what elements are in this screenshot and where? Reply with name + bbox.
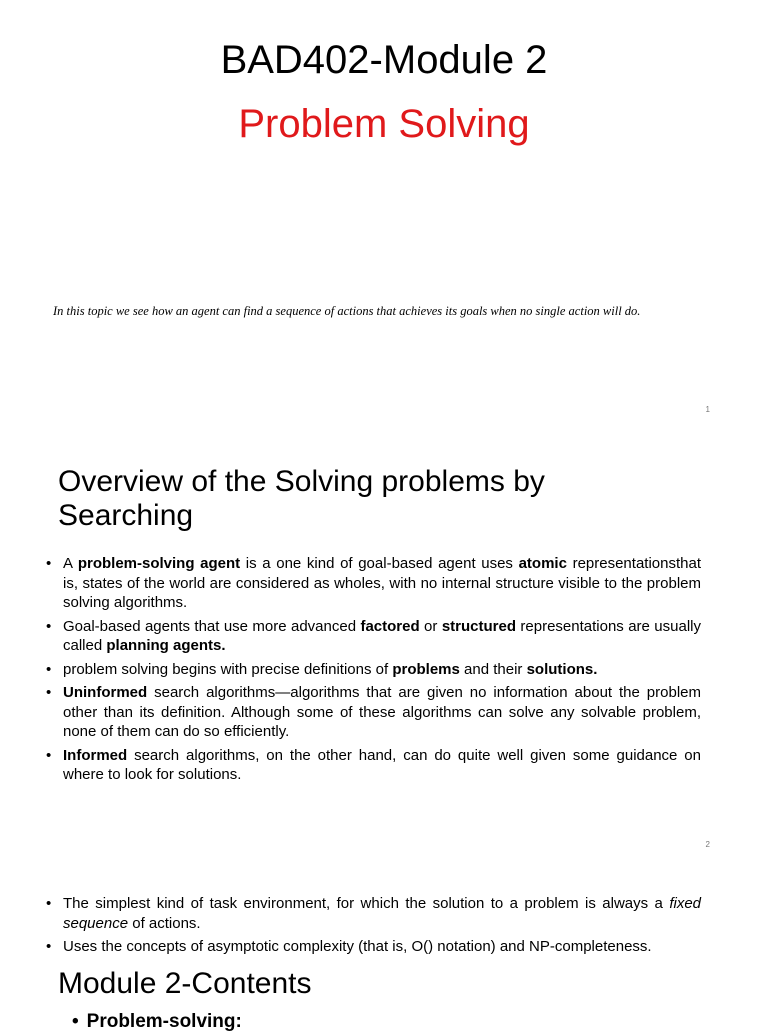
slide-title: BAD402-Module 2 <box>220 38 548 82</box>
heading-line-1: Overview of the Solving problems by <box>58 465 545 498</box>
bullet-text-run: problems <box>392 660 460 678</box>
bullet-text-run: problem-solving agent <box>77 555 241 572</box>
bullet-text-run: Goal-based agents that use more advanced <box>63 617 361 635</box>
bullet-text-run: is a one kind of goal-based agent uses <box>240 555 519 572</box>
bullet-text-run: problem solving begins with precise definitions of <box>63 660 393 678</box>
bullet-text-run: representations are usually called <box>63 617 701 654</box>
page-number: 1 <box>705 405 710 414</box>
bullet-text-run: factored <box>360 617 420 635</box>
bullet-text-run: search algorithms, on the other hand, can do quite well given some guidance on where to look for solutions. <box>63 746 701 783</box>
bullet-item <box>46 937 701 957</box>
bullet-item <box>46 554 701 613</box>
bullet-text-run: The simplest kind of task environment, for which the solution to a problem is always a <box>63 895 670 912</box>
bullet-text-run: search algorithms—algorithms that are given no information about the problem other than its definition. Although some of these algorithms can solve any solvable problem, none of them can do so efficiently. <box>63 684 701 740</box>
bullet-item <box>46 746 701 785</box>
contents-item <box>72 1010 242 1034</box>
contents-item-label: Problem-solving: <box>86 1011 242 1032</box>
bullet-text-run: atomic <box>518 555 567 572</box>
bullet-item <box>46 617 701 656</box>
bullet-list <box>46 894 701 961</box>
section-heading <box>58 466 698 532</box>
slide-subtitle: Problem Solving <box>238 102 530 146</box>
slide-2 <box>0 430 768 860</box>
heading-line-2: Searching <box>58 499 194 532</box>
bullet-text-run: or <box>419 617 442 635</box>
bullet-text-run: Informed <box>63 746 128 764</box>
bullet-dot: • <box>72 1011 79 1032</box>
bullet-text-run: planning agents. <box>106 637 226 654</box>
slide-3 <box>0 860 768 1032</box>
bullet-text-run: fixed sequence <box>63 895 701 932</box>
bullet-text-run: representationsthat is, states of the world are considered as wholes, with no internal structure visible to the problem solving algorithms. <box>63 555 701 611</box>
page-number: 2 <box>705 840 710 849</box>
bullet-item <box>46 683 701 742</box>
contents-heading: Module 2-Contents <box>58 967 312 1000</box>
bullet-item <box>46 660 701 680</box>
bullet-text-run: Uninformed <box>63 684 148 701</box>
bullet-item <box>46 894 701 933</box>
bullet-text-run: solutions. <box>526 660 598 678</box>
slide-1 <box>0 0 768 430</box>
bullet-text-run: and their <box>459 660 527 678</box>
bullet-text-run: Uses the concepts of asymptotic complexity (that is, O() notation) and NP-completeness. <box>63 938 652 955</box>
intro-text: In this topic we see how an agent can find a sequence of actions that achieves its goals when no single action will do. <box>53 304 641 318</box>
bullet-text-run: of actions. <box>128 914 201 932</box>
bullet-text-run: structured <box>441 617 516 635</box>
bullet-text-run: A <box>63 555 78 572</box>
bullet-list <box>46 554 701 789</box>
